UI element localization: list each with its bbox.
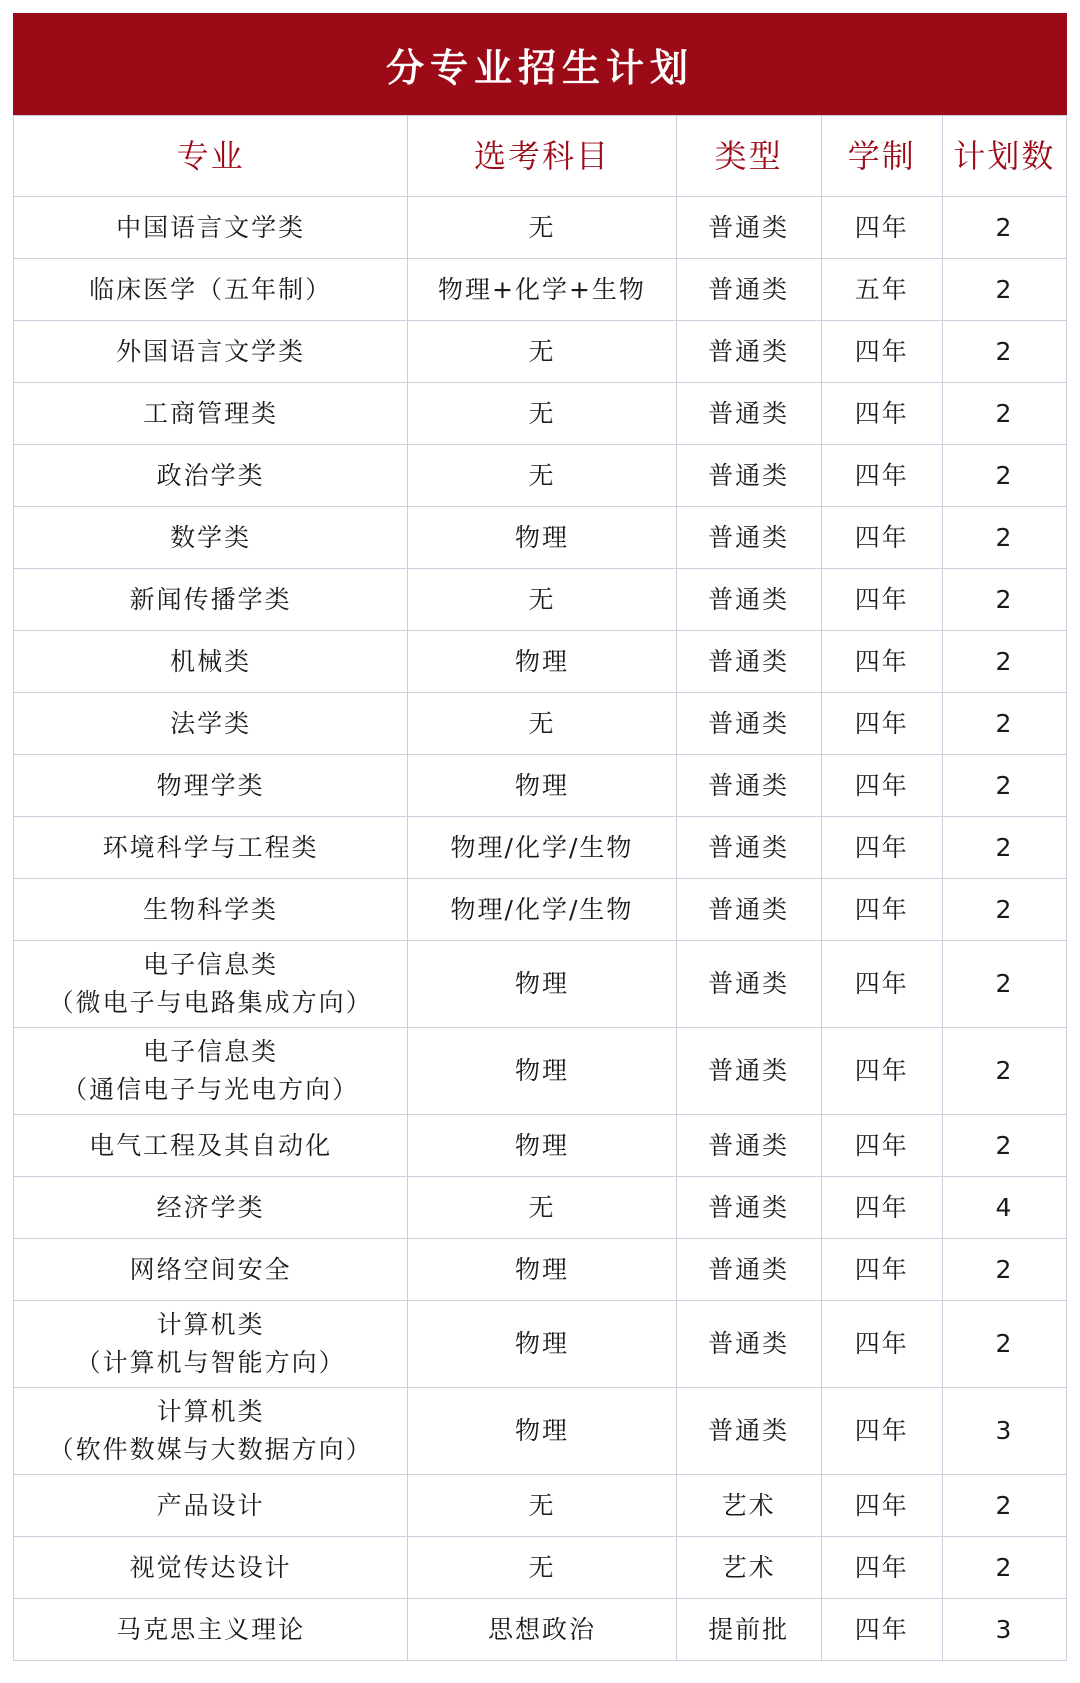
cell-duration: 四年 [821,1239,942,1301]
cell-count: 2 [942,569,1066,631]
header-count: 计划数 [942,116,1066,197]
major-direction: （软件数媒与大数据方向） [48,1435,373,1464]
cell-major [14,1599,408,1661]
header-subjects: 选考科目 [408,116,676,197]
cell-major [14,755,408,817]
table-row [14,1239,1067,1301]
header-duration: 学制 [821,116,942,197]
cell-subjects: 物理 [408,507,676,569]
cell-duration: 四年 [821,1388,942,1475]
cell-duration: 五年 [821,259,942,321]
header-row [14,116,1067,197]
cell-type: 普通类 [676,197,821,259]
cell-subjects: 物理 [408,631,676,693]
cell-subjects: 无 [408,321,676,383]
cell-count: 2 [942,321,1066,383]
cell-count: 2 [942,631,1066,693]
header-major: 专业 [14,116,408,197]
major-name: 产品设计 [156,1490,265,1520]
cell-major [14,197,408,259]
table-row [14,321,1067,383]
cell-subjects: 无 [408,1475,676,1537]
cell-count: 2 [942,693,1066,755]
cell-subjects: 物理 [408,1301,676,1388]
cell-duration: 四年 [821,941,942,1028]
cell-subjects: 物理/化学/生物 [408,879,676,941]
major-name: 新闻传播学类 [129,584,292,614]
cell-major [14,631,408,693]
cell-duration: 四年 [821,1177,942,1239]
cell-type: 普通类 [676,259,821,321]
cell-count: 2 [942,1475,1066,1537]
cell-type: 普通类 [676,1115,821,1177]
cell-count: 3 [942,1388,1066,1475]
major-name: 物理学类 [156,770,265,800]
cell-count: 2 [942,507,1066,569]
cell-subjects: 无 [408,569,676,631]
cell-major [14,1239,408,1301]
major-name: 机械类 [170,646,252,676]
cell-duration: 四年 [821,817,942,879]
major-name: 网络空间安全 [129,1254,292,1284]
table-row [14,1115,1067,1177]
cell-major [14,1115,408,1177]
cell-subjects: 物理 [408,755,676,817]
cell-major [14,817,408,879]
cell-subjects: 无 [408,197,676,259]
cell-count: 2 [942,259,1066,321]
cell-duration: 四年 [821,631,942,693]
major-direction: （通信电子与光电方向） [62,1075,360,1104]
major-name: 环境科学与工程类 [102,832,319,862]
cell-major [14,1028,408,1115]
cell-type: 普通类 [676,1028,821,1115]
cell-duration: 四年 [821,507,942,569]
table-row [14,259,1067,321]
cell-subjects: 无 [408,1537,676,1599]
cell-duration: 四年 [821,755,942,817]
major-name: 马克思主义理论 [116,1614,306,1644]
cell-type: 艺术 [676,1537,821,1599]
table-row [14,1301,1067,1388]
cell-duration: 四年 [821,383,942,445]
table-row [14,1388,1067,1475]
table-row [14,755,1067,817]
cell-type: 普通类 [676,693,821,755]
cell-type: 普通类 [676,1177,821,1239]
cell-subjects: 思想政治 [408,1599,676,1661]
cell-type: 艺术 [676,1475,821,1537]
cell-duration: 四年 [821,693,942,755]
cell-subjects: 物理 [408,941,676,1028]
cell-duration: 四年 [821,321,942,383]
cell-type: 普通类 [676,941,821,1028]
cell-duration: 四年 [821,1475,942,1537]
cell-subjects: 物理 [408,1239,676,1301]
cell-major [14,259,408,321]
cell-count: 2 [942,1537,1066,1599]
table-row [14,383,1067,445]
cell-subjects: 物理 [408,1388,676,1475]
major-name: 法学类 [170,708,252,738]
cell-count: 2 [942,941,1066,1028]
cell-count: 3 [942,1599,1066,1661]
table-row [14,1599,1067,1661]
cell-major [14,383,408,445]
cell-duration: 四年 [821,1301,942,1388]
cell-major [14,321,408,383]
cell-major [14,445,408,507]
cell-type: 普通类 [676,507,821,569]
major-name: 电子信息类 [143,950,279,979]
header-type: 类型 [676,116,821,197]
table-row [14,1537,1067,1599]
major-name: 临床医学（五年制） [89,274,333,304]
cell-duration: 四年 [821,197,942,259]
cell-count: 2 [942,1028,1066,1115]
cell-count: 2 [942,1239,1066,1301]
table-row [14,507,1067,569]
enrollment-table [13,115,1067,1661]
cell-duration: 四年 [821,1115,942,1177]
major-direction: （微电子与电路集成方向） [48,988,373,1017]
major-name: 视觉传达设计 [129,1552,292,1582]
cell-duration: 四年 [821,1537,942,1599]
cell-count: 2 [942,755,1066,817]
table-row [14,445,1067,507]
cell-subjects: 物理+化学+生物 [408,259,676,321]
major-name: 数学类 [170,522,252,552]
major-name: 外国语言文学类 [116,336,306,366]
cell-type: 普通类 [676,383,821,445]
cell-count: 2 [942,445,1066,507]
cell-type: 普通类 [676,321,821,383]
table-body [14,197,1067,1661]
cell-subjects: 无 [408,445,676,507]
cell-subjects: 物理 [408,1115,676,1177]
cell-duration: 四年 [821,445,942,507]
cell-type: 普通类 [676,1239,821,1301]
table-row [14,879,1067,941]
cell-count: 2 [942,817,1066,879]
major-name: 中国语言文学类 [116,212,306,242]
cell-type: 普通类 [676,445,821,507]
cell-subjects: 无 [408,693,676,755]
major-direction: （计算机与智能方向） [75,1348,346,1377]
major-name: 政治学类 [156,460,265,490]
major-name: 计算机类 [156,1397,265,1426]
cell-subjects: 无 [408,1177,676,1239]
cell-count: 2 [942,879,1066,941]
enrollment-plan-sheet [13,13,1067,1661]
cell-major [14,507,408,569]
cell-subjects: 物理 [408,1028,676,1115]
cell-subjects: 无 [408,383,676,445]
table-row [14,631,1067,693]
cell-type: 普通类 [676,755,821,817]
cell-major [14,1537,408,1599]
cell-duration: 四年 [821,1599,942,1661]
cell-type: 普通类 [676,1388,821,1475]
cell-duration: 四年 [821,1028,942,1115]
table-row [14,693,1067,755]
cell-major [14,1177,408,1239]
cell-duration: 四年 [821,569,942,631]
table-row [14,569,1067,631]
table-row [14,197,1067,259]
cell-major [14,569,408,631]
cell-type: 普通类 [676,631,821,693]
table-title: 分专业招生计划 [13,13,1067,115]
cell-count: 2 [942,1301,1066,1388]
cell-type: 普通类 [676,1301,821,1388]
cell-count: 2 [942,197,1066,259]
table-row [14,1177,1067,1239]
cell-major [14,941,408,1028]
cell-subjects: 物理/化学/生物 [408,817,676,879]
cell-type: 普通类 [676,817,821,879]
cell-count: 2 [942,383,1066,445]
cell-major [14,693,408,755]
major-name: 电子信息类 [143,1037,279,1066]
cell-duration: 四年 [821,879,942,941]
table-row [14,1475,1067,1537]
table-row [14,817,1067,879]
table-row [14,1028,1067,1115]
cell-type: 普通类 [676,879,821,941]
cell-major [14,1388,408,1475]
cell-type: 提前批 [676,1599,821,1661]
major-name: 经济学类 [156,1192,265,1222]
major-name: 电气工程及其自动化 [89,1130,333,1160]
cell-major [14,1301,408,1388]
table-row [14,941,1067,1028]
cell-count: 2 [942,1115,1066,1177]
major-name: 生物科学类 [143,894,279,924]
cell-major [14,879,408,941]
major-name: 工商管理类 [143,398,279,428]
cell-type: 普通类 [676,569,821,631]
major-name: 计算机类 [156,1310,265,1339]
cell-major [14,1475,408,1537]
cell-count: 4 [942,1177,1066,1239]
